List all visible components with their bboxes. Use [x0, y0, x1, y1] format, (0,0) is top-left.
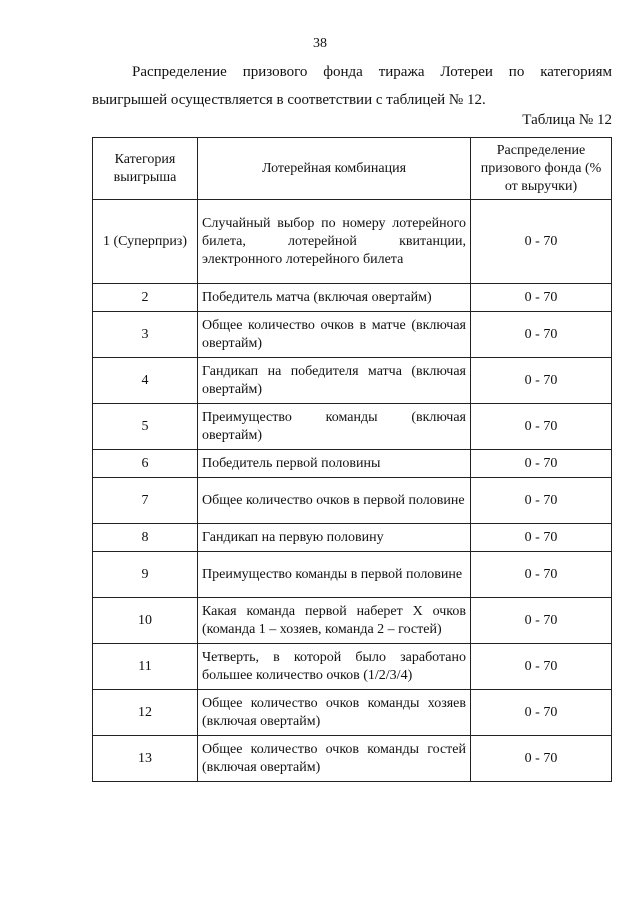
- share-cell: 0 - 70: [471, 284, 612, 312]
- combination-cell: Гандикап на победителя матча (включая овертайм): [198, 358, 471, 404]
- combination-cell: Общее количество очков команды хозяев (включая овертайм): [198, 690, 471, 736]
- category-cell: 7: [93, 478, 198, 524]
- category-cell: 5: [93, 404, 198, 450]
- table-row: [93, 690, 612, 736]
- table-row: [93, 478, 612, 524]
- table-row: [93, 358, 612, 404]
- category-cell: 4: [93, 358, 198, 404]
- prize-distribution-table: [92, 137, 612, 782]
- combination-cell: Гандикап на первую половину: [198, 524, 471, 552]
- combination-cell: Четверть, в которой было заработано большее количество очков (1/2/3/4): [198, 644, 471, 690]
- table-body: [93, 200, 612, 782]
- intro-paragraph: [92, 58, 612, 114]
- table-row: [93, 284, 612, 312]
- combination-cell: Общее количество очков в матче (включая овертайм): [198, 312, 471, 358]
- category-cell: 12: [93, 690, 198, 736]
- table-caption: Таблица № 12: [522, 112, 612, 128]
- category-cell: 3: [93, 312, 198, 358]
- share-cell: 0 - 70: [471, 598, 612, 644]
- header-combination: Лотерейная комбинация: [198, 138, 471, 200]
- page-number: 38: [313, 36, 327, 51]
- combination-cell: Победитель первой половины: [198, 450, 471, 478]
- share-cell: 0 - 70: [471, 404, 612, 450]
- table-row: [93, 200, 612, 284]
- category-cell: 13: [93, 736, 198, 782]
- category-cell: 9: [93, 552, 198, 598]
- intro-line-2: выигрышей осуществляется в соответствии с таблицей № 12.: [92, 92, 486, 108]
- combination-cell: Общее количество очков в первой половине: [198, 478, 471, 524]
- table-row: [93, 552, 612, 598]
- combination-cell: Победитель матча (включая овертайм): [198, 284, 471, 312]
- intro-line-1: Распределение призового фонда тиража Лотереи по категориям: [132, 64, 612, 80]
- category-cell: 10: [93, 598, 198, 644]
- combination-cell: Случайный выбор по номеру лотерейного билета, лотерейной квитанции, электронного лотерейного билета: [198, 200, 471, 284]
- header-category: Категория выигрыша: [93, 138, 198, 200]
- combination-cell: Какая команда первой наберет X очков (команда 1 – хозяев, команда 2 – гостей): [198, 598, 471, 644]
- table-row: [93, 450, 612, 478]
- table-row: [93, 598, 612, 644]
- table-row: [93, 312, 612, 358]
- combination-cell: Общее количество очков команды гостей (включая овертайм): [198, 736, 471, 782]
- share-cell: 0 - 70: [471, 552, 612, 598]
- table-row: [93, 644, 612, 690]
- share-cell: 0 - 70: [471, 450, 612, 478]
- share-cell: 0 - 70: [471, 524, 612, 552]
- category-cell: 2: [93, 284, 198, 312]
- table-row: [93, 524, 612, 552]
- share-cell: 0 - 70: [471, 644, 612, 690]
- share-cell: 0 - 70: [471, 312, 612, 358]
- category-cell: 6: [93, 450, 198, 478]
- category-cell: 1 (Суперприз): [93, 200, 198, 284]
- share-cell: 0 - 70: [471, 358, 612, 404]
- header-share: Распределение призового фонда (% от выручки): [471, 138, 612, 200]
- share-cell: 0 - 70: [471, 690, 612, 736]
- table-row: [93, 404, 612, 450]
- combination-cell: Преимущество команды в первой половине: [198, 552, 471, 598]
- category-cell: 8: [93, 524, 198, 552]
- category-cell: 11: [93, 644, 198, 690]
- combination-cell: Преимущество команды (включая овертайм): [198, 404, 471, 450]
- share-cell: 0 - 70: [471, 736, 612, 782]
- table-row: [93, 736, 612, 782]
- share-cell: 0 - 70: [471, 200, 612, 284]
- share-cell: 0 - 70: [471, 478, 612, 524]
- table-header-row: [93, 138, 612, 200]
